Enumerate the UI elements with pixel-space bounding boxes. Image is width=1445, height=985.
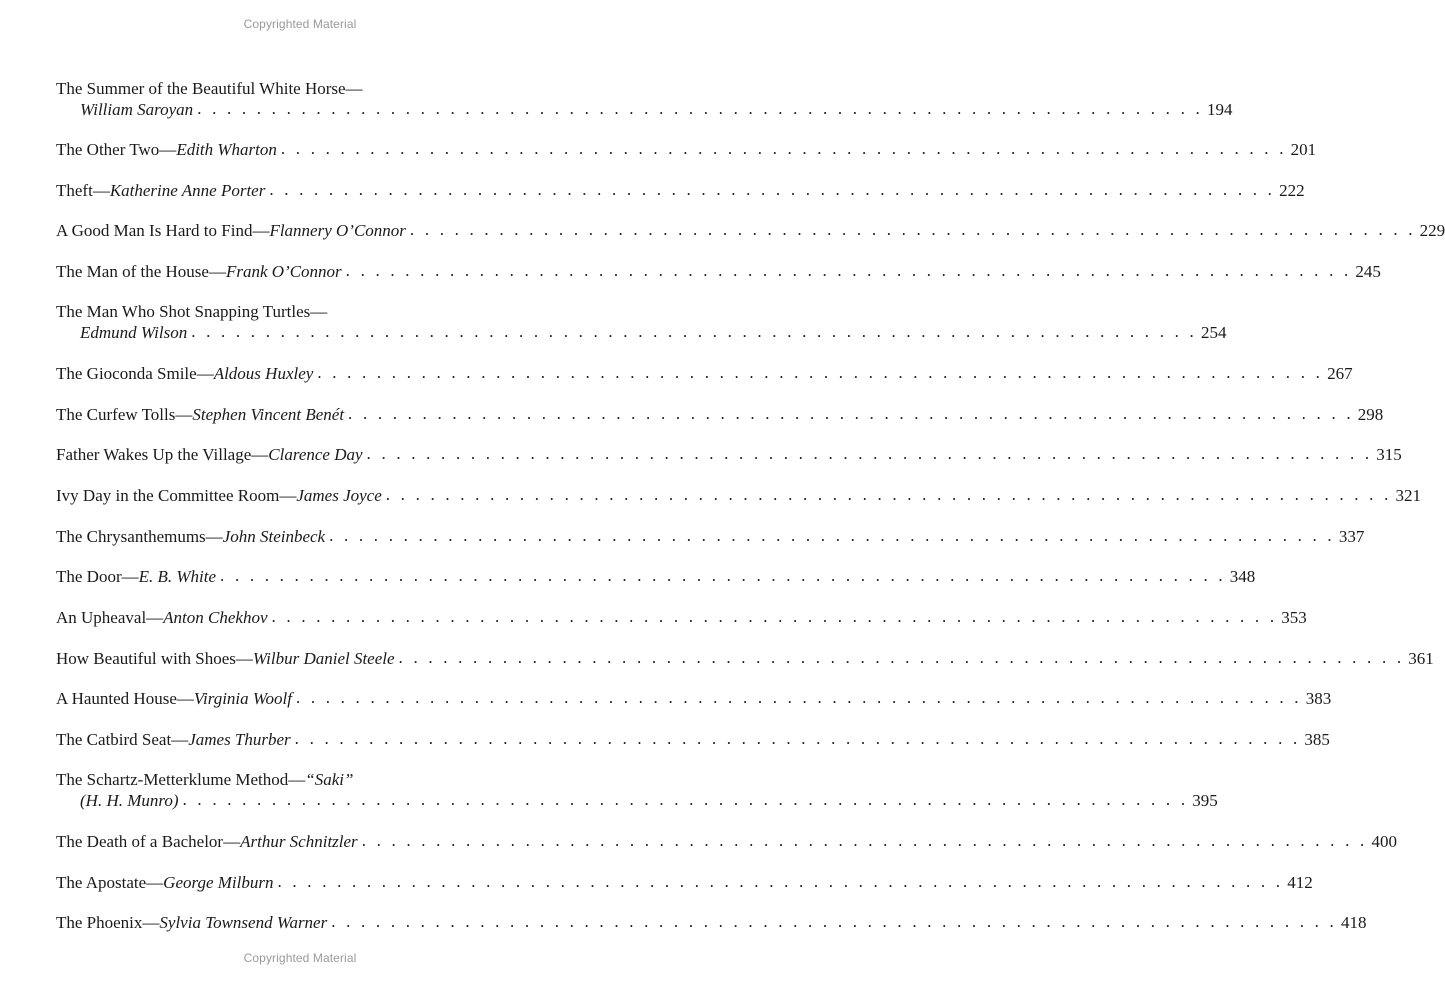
toc-entry [56, 912, 1367, 933]
toc-entry-line [56, 912, 1367, 933]
dot-leader: . . . . . . . . . . . . . . . . . . . . . . . . . . . . . . . . . . . . . . . . . . . . . . . . . . . . . . . . . . . . . . . . . . . . [409, 220, 1416, 239]
toc-entry-line [56, 301, 540, 322]
dot-leader: . . . . . . . . . . . . . . . . . . . . . . . . . . . . . . . . . . . . . . . . . . . . . . . . . . . . . . . . . . . . . . . . . . . . [329, 526, 1335, 545]
story-author: Virginia Woolf [193, 689, 292, 708]
toc-entry [56, 648, 1434, 669]
story-author: Stephen Vincent Benét [192, 405, 345, 424]
story-title: An Upheaval— [56, 608, 164, 627]
story-author: Frank O’Connor [225, 262, 342, 281]
toc-entry-line [56, 139, 1317, 160]
story-author: Edith Wharton [176, 140, 277, 159]
toc-entry [56, 831, 1397, 852]
toc-entry-line [56, 180, 1305, 201]
story-title: The Gioconda Smile— [56, 364, 214, 383]
toc-entry [56, 301, 1227, 343]
dot-leader: . . . . . . . . . . . . . . . . . . . . . . . . . . . . . . . . . . . . . . . . . . . . . . . . . . . . . . . . . . . . . . . . . . . . [220, 566, 1226, 585]
story-author: James Joyce [296, 486, 382, 505]
toc-entry-line [56, 648, 1434, 669]
toc-entry-line [56, 831, 1397, 852]
dot-leader: . . . . . . . . . . . . . . . . . . . . . . . . . . . . . . . . . . . . . . . . . . . . . . . . . . . . . . . . . . . . . . . . . . . . [269, 180, 1276, 199]
toc-entry-line [56, 404, 1384, 425]
dot-leader: . . . . . . . . . . . . . . . . . . . . . . . . . . . . . . . . . . . . . . . . . . . . . . . . . . . . . . . . . . . . . . . . . . . . [348, 404, 1354, 423]
page-number: 321 [1395, 486, 1422, 505]
dot-leader: . . . . . . . . . . . . . . . . . . . . . . . . . . . . . . . . . . . . . . . . . . . . . . . . . . . . . . . . . . . . . . . . . . . . [271, 607, 1278, 626]
toc-entry [56, 607, 1307, 628]
story-title: The Door— [56, 567, 139, 586]
dot-leader: . . . . . . . . . . . . . . . . . . . . . . . . . . . . . . . . . . . . . . . . . . . . . . . . . . . . . . . . . . . . . . . . . . . . [294, 729, 1301, 748]
toc-entry [56, 220, 1445, 241]
story-title: The Phoenix— [56, 913, 160, 932]
page-number: 383 [1305, 689, 1332, 708]
page-number: 361 [1408, 649, 1434, 668]
dot-leader: . . . . . . . . . . . . . . . . . . . . . . . . . . . . . . . . . . . . . . . . . . . . . . . . . . . . . . . . . . . . . . . . . . . . [317, 363, 1324, 382]
story-author: Aldous Huxley [213, 364, 314, 383]
story-author: Arthur Schnitzler [240, 832, 358, 851]
toc-entry-line [56, 769, 540, 790]
dot-leader: . . . . . . . . . . . . . . . . . . . . . . . . . . . . . . . . . . . . . . . . . . . . . . . . . . . . . . . . . . . . . . . . . . . . [197, 99, 1203, 118]
page-number: 245 [1355, 262, 1381, 281]
story-author: John Steinbeck [222, 527, 326, 546]
story-title: The Apostate— [56, 873, 164, 892]
story-author: Edmund Wilson [80, 323, 188, 342]
toc-entry [56, 872, 1313, 893]
story-author: James Thurber [188, 730, 291, 749]
copyright-watermark-bottom: Copyrighted Material [243, 951, 357, 965]
page-number: 395 [1192, 791, 1218, 810]
toc-entry [56, 688, 1332, 709]
toc-entry-line [56, 220, 1445, 241]
toc-entry-line [56, 322, 1227, 343]
story-author: (H. H. Munro) [80, 791, 179, 810]
toc-entry-line [56, 872, 1313, 893]
story-author: Wilbur Daniel Steele [252, 649, 395, 668]
page-number: 337 [1338, 527, 1365, 546]
toc-entry-line [56, 688, 1332, 709]
toc-entry [56, 566, 1256, 587]
story-title: The Man of the House— [56, 262, 226, 281]
page-number: 267 [1327, 364, 1353, 383]
toc-entry [56, 729, 1330, 750]
page-number: 229 [1419, 221, 1445, 240]
dot-leader: . . . . . . . . . . . . . . . . . . . . . . . . . . . . . . . . . . . . . . . . . . . . . . . . . . . . . . . . . . . . . . . . . . . . [361, 831, 1368, 850]
toc-entry-line [56, 566, 1256, 587]
story-author: E. B. White [138, 567, 217, 586]
story-title: The Other Two— [56, 140, 177, 159]
page-number: 418 [1340, 913, 1367, 932]
page-number: 400 [1371, 832, 1397, 851]
story-title: Ivy Day in the Committee Room— [56, 486, 297, 505]
story-author: George Milburn [163, 873, 274, 892]
page-number: 412 [1287, 873, 1313, 892]
page-number: 254 [1200, 323, 1227, 342]
page-number: 222 [1279, 181, 1305, 200]
page-number: 353 [1281, 608, 1307, 627]
story-title: How Beautiful with Shoes— [56, 649, 253, 668]
toc-entry-line [56, 363, 1353, 384]
story-author: Anton Chekhov [163, 608, 268, 627]
dot-leader: . . . . . . . . . . . . . . . . . . . . . . . . . . . . . . . . . . . . . . . . . . . . . . . . . . . . . . . . . . . . . . . . . . . . [366, 444, 1373, 463]
toc-entry [56, 526, 1365, 547]
dot-leader: . . . . . . . . . . . . . . . . . . . . . . . . . . . . . . . . . . . . . . . . . . . . . . . . . . . . . . . . . . . . . . . . . . . . [191, 322, 1197, 341]
dot-leader: . . . . . . . . . . . . . . . . . . . . . . . . . . . . . . . . . . . . . . . . . . . . . . . . . . . . . . . . . . . . . . . . . . . . [345, 261, 1352, 280]
dot-leader: . . . . . . . . . . . . . . . . . . . . . . . . . . . . . . . . . . . . . . . . . . . . . . . . . . . . . . . . . . . . . . . . . . . . [277, 872, 1284, 891]
toc-entry [56, 363, 1353, 384]
toc-entry [56, 444, 1402, 465]
toc-entry-line [56, 485, 1422, 506]
story-author: Sylvia Townsend Warner [159, 913, 328, 932]
toc-entry [56, 404, 1384, 425]
story-title: The Summer of the Beautiful White Horse— [56, 79, 363, 98]
story-title: The Schartz-Metterklume Method— [56, 770, 306, 789]
toc-entry [56, 485, 1422, 506]
toc-entry-line [56, 526, 1365, 547]
dot-leader: . . . . . . . . . . . . . . . . . . . . . . . . . . . . . . . . . . . . . . . . . . . . . . . . . . . . . . . . . . . . . . . . . . . . [331, 912, 1337, 931]
toc-entry-line [56, 444, 1402, 465]
dot-leader: . . . . . . . . . . . . . . . . . . . . . . . . . . . . . . . . . . . . . . . . . . . . . . . . . . . . . . . . . . . . . . . . . . . . [295, 688, 1302, 707]
page-number: 298 [1357, 405, 1384, 424]
dot-leader: . . . . . . . . . . . . . . . . . . . . . . . . . . . . . . . . . . . . . . . . . . . . . . . . . . . . . . . . . . . . . . . . . . . . [182, 790, 1189, 809]
story-author: Flannery O’Connor [269, 221, 406, 240]
story-title: The Catbird Seat— [56, 730, 189, 749]
story-title: The Chrysanthemums— [56, 527, 223, 546]
toc-entry-line [56, 790, 1218, 811]
copyright-watermark-top: Copyrighted Material [243, 17, 357, 31]
story-author: “Saki” [305, 770, 354, 789]
story-author: William Saroyan [80, 100, 194, 119]
toc-entry-line [56, 78, 540, 99]
toc-entry-line [56, 729, 1330, 750]
story-author: Katherine Anne Porter [109, 181, 266, 200]
dot-leader: . . . . . . . . . . . . . . . . . . . . . . . . . . . . . . . . . . . . . . . . . . . . . . . . . . . . . . . . . . . . . . . . . . . . [398, 648, 1405, 667]
toc-entry-line [56, 99, 1233, 120]
toc-entry-line [56, 261, 1381, 282]
dot-leader: . . . . . . . . . . . . . . . . . . . . . . . . . . . . . . . . . . . . . . . . . . . . . . . . . . . . . . . . . . . . . . . . . . . . [385, 485, 1392, 504]
page-number: 385 [1304, 730, 1330, 749]
toc-entry [56, 180, 1305, 201]
story-title: A Haunted House— [56, 689, 194, 708]
page-number: 201 [1290, 140, 1317, 159]
page-number: 194 [1206, 100, 1233, 119]
toc-entry [56, 261, 1381, 282]
toc-entry-line [56, 607, 1307, 628]
page-number: 348 [1229, 567, 1256, 586]
story-title: The Man Who Shot Snapping Turtles— [56, 302, 328, 321]
toc-entry [56, 769, 1218, 811]
story-author: Clarence Day [268, 445, 363, 464]
story-title: A Good Man Is Hard to Find— [56, 221, 270, 240]
story-title: The Curfew Tolls— [56, 405, 193, 424]
story-title: Father Wakes Up the Village— [56, 445, 269, 464]
dot-leader: . . . . . . . . . . . . . . . . . . . . . . . . . . . . . . . . . . . . . . . . . . . . . . . . . . . . . . . . . . . . . . . . . . . . [280, 139, 1287, 158]
page-number: 315 [1376, 445, 1402, 464]
toc-entry [56, 139, 1317, 160]
story-title: The Death of a Bachelor— [56, 832, 241, 851]
toc-entry [56, 78, 1233, 120]
story-title: Theft— [56, 181, 110, 200]
